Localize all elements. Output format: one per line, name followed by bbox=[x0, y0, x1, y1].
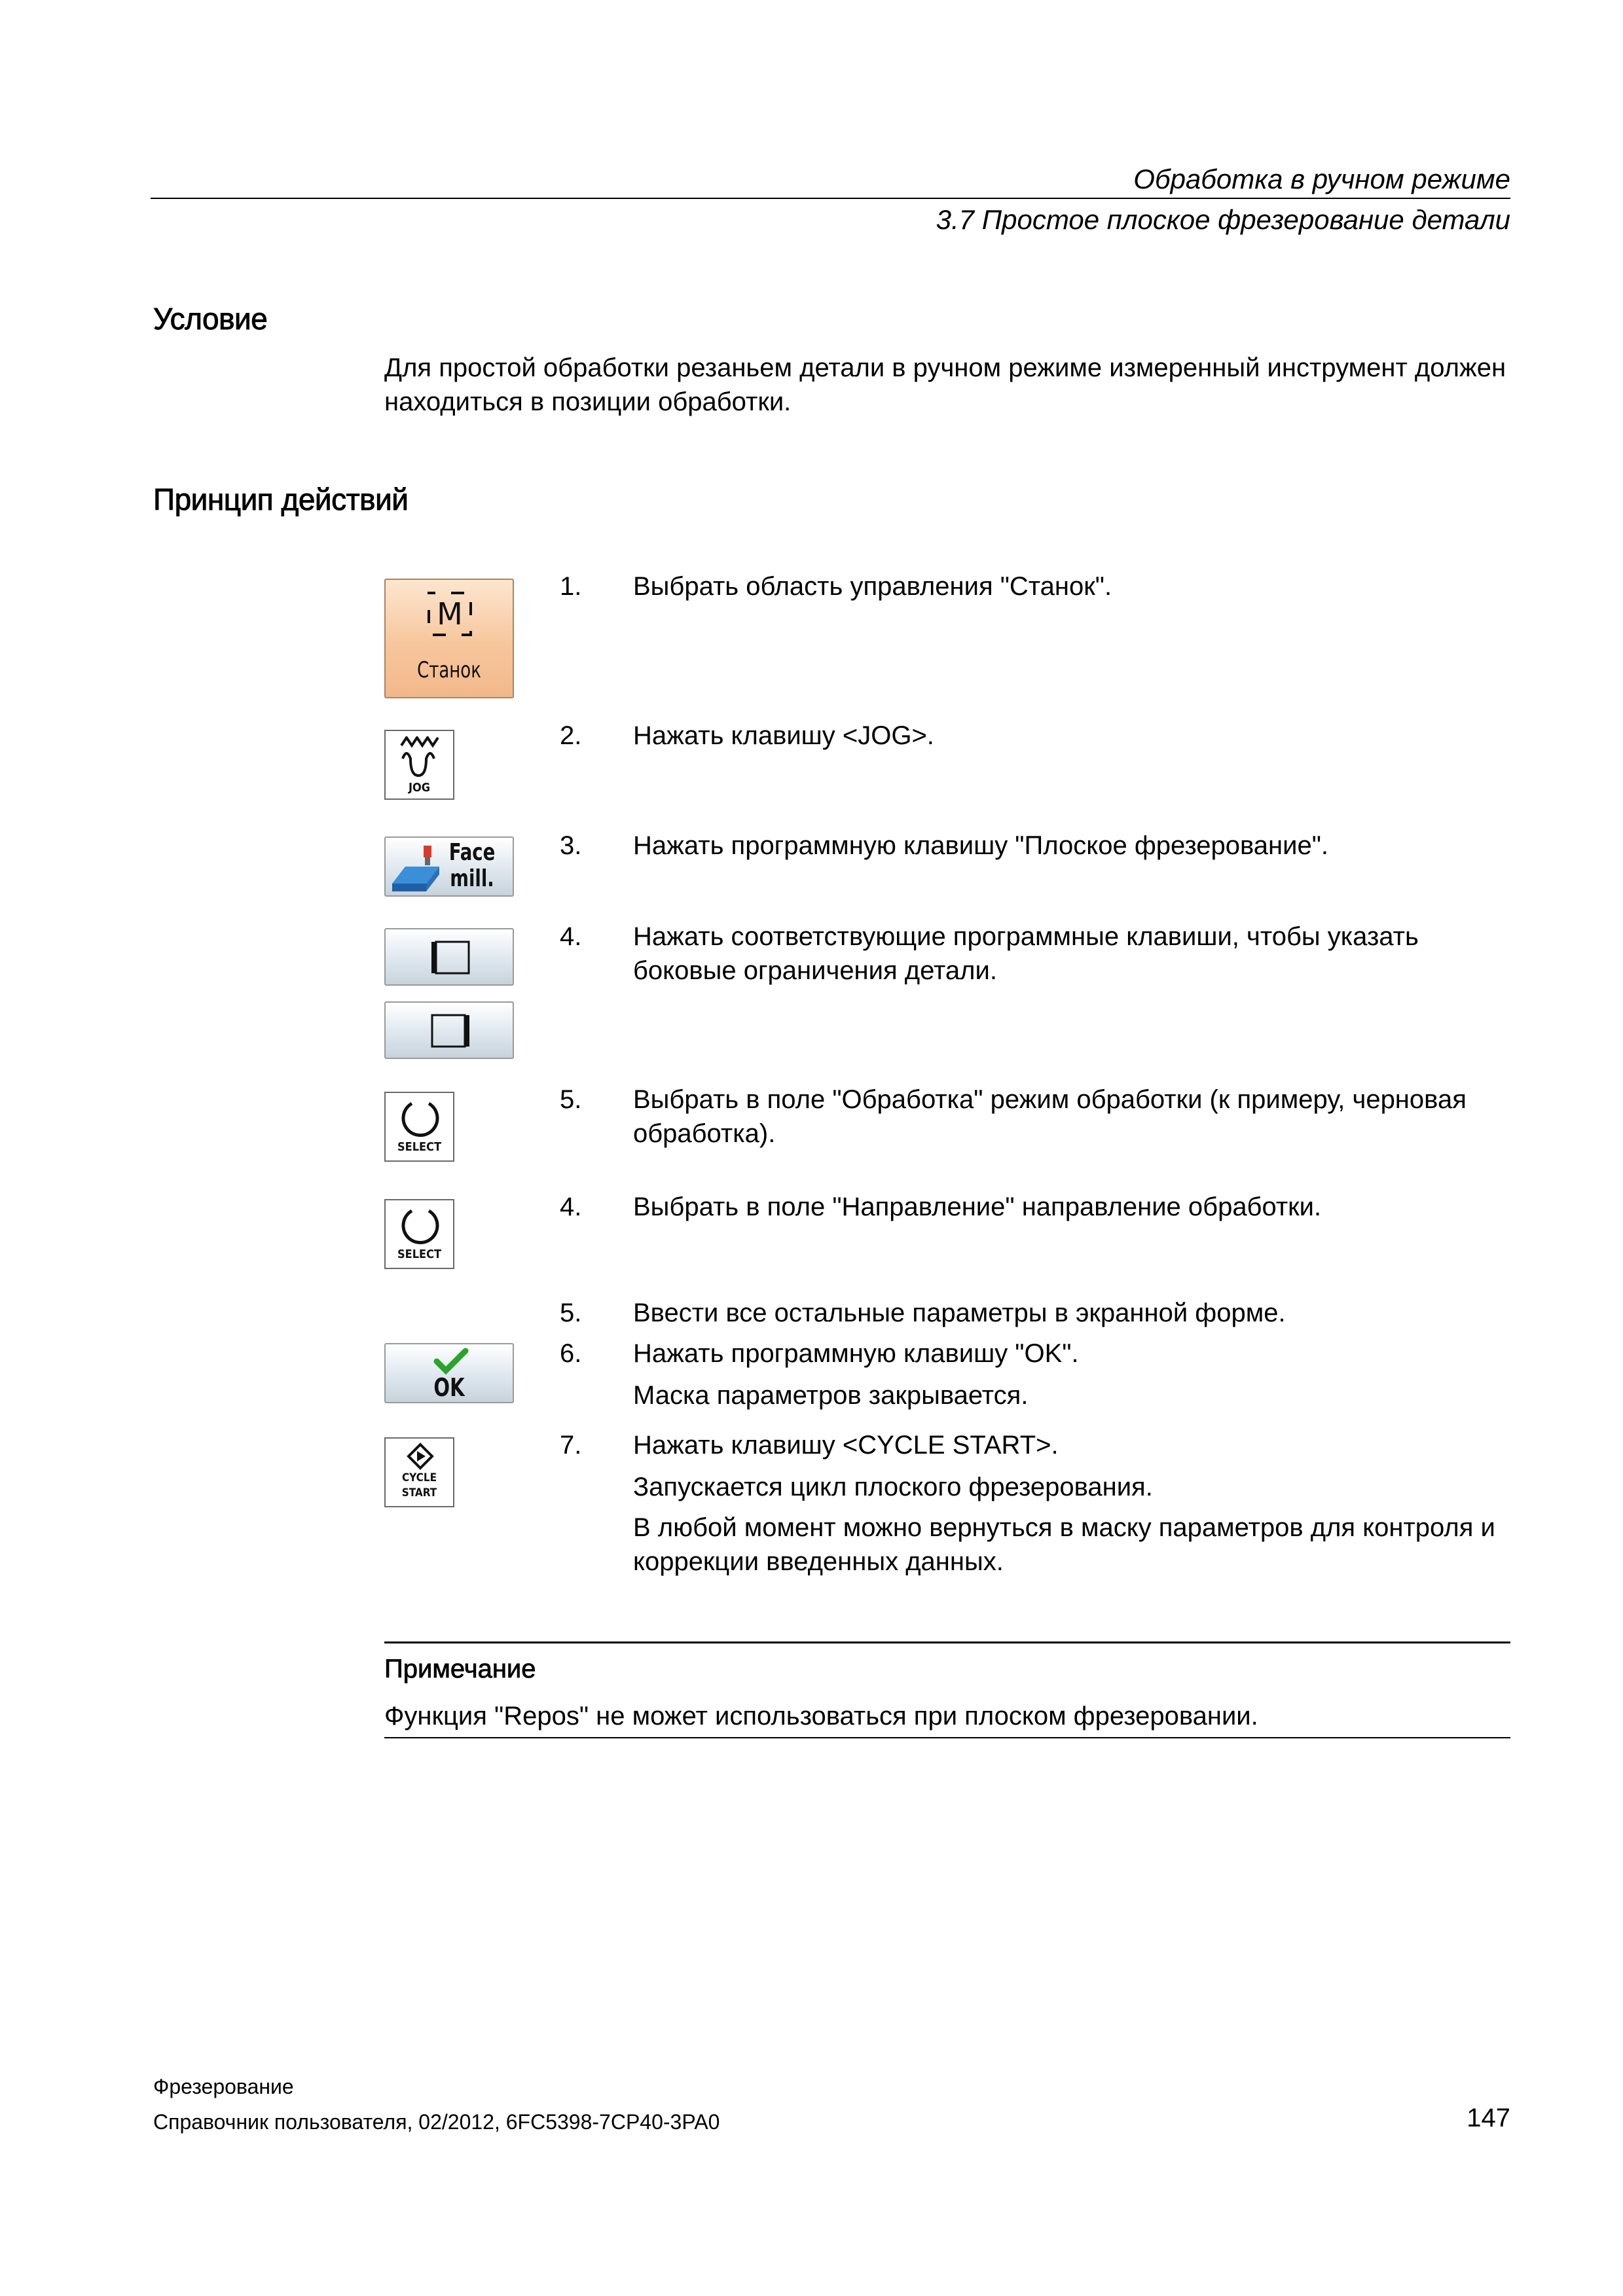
step-number: 6. bbox=[560, 1339, 582, 1368]
step-result: В любой момент можно вернуться в маску параметров для контроля и коррекции введенных данных. bbox=[633, 1513, 1495, 1576]
step-number: 5. bbox=[560, 1299, 582, 1327]
cycle-start-label-2: START bbox=[401, 1486, 437, 1499]
header-rule bbox=[151, 198, 1510, 199]
step-number: 5. bbox=[560, 1085, 582, 1114]
step-text: Нажать программную клавишу "OK". bbox=[633, 1339, 1079, 1368]
condition-text: Для простой обработки резаньем детали в ручном режиме измеренный инструмент должен находиться в позиции обработки. bbox=[384, 353, 1506, 416]
running-header-section: 3.7 Простое плоское фрезерование детали bbox=[936, 204, 1510, 235]
machine-area-icon bbox=[424, 588, 476, 640]
cycle-start-label-1: CYCLE bbox=[401, 1471, 437, 1484]
svg-text:M: M bbox=[437, 596, 463, 632]
step-number: 2. bbox=[560, 721, 582, 750]
left-limit-icon bbox=[430, 940, 471, 975]
step-text: Нажать клавишу <CYCLE START>. bbox=[633, 1431, 1059, 1460]
cycle-start-icon bbox=[407, 1443, 434, 1470]
face-mill-label-2: mill. bbox=[450, 865, 494, 892]
select-key[interactable] bbox=[384, 1092, 454, 1162]
note-top-rule bbox=[384, 1641, 1510, 1643]
check-icon bbox=[433, 1347, 469, 1374]
step-text: Выбрать в поле "Направление" направление обработки. bbox=[633, 1193, 1322, 1221]
step-result: Запускается цикл плоского фрезерования. bbox=[633, 1473, 1153, 1501]
step-result: Маска параметров закрывается. bbox=[633, 1381, 1029, 1410]
page-number: 147 bbox=[1467, 2104, 1510, 2132]
principle-heading: Принцип действий bbox=[153, 482, 409, 516]
condition-heading: Условие bbox=[153, 302, 268, 336]
face-mill-label-1: Face bbox=[448, 839, 496, 866]
select-key-label: SELECT bbox=[397, 1140, 442, 1154]
machine-softkey[interactable] bbox=[384, 579, 514, 698]
step-text: Нажать программную клавишу "Плоское фрезерование". bbox=[633, 831, 1329, 860]
ok-softkey-label: OK bbox=[433, 1373, 465, 1402]
step-text: Выбрать область управления "Станок". bbox=[633, 572, 1112, 601]
step-number: 7. bbox=[560, 1431, 582, 1460]
footer-manual-info: Справочник пользователя, 02/2012, 6FC5398-7CP40-3PA0 bbox=[153, 2110, 720, 2134]
step-number: 3. bbox=[560, 831, 582, 860]
select-icon bbox=[400, 1098, 441, 1139]
step-text: Нажать соответствующие программные клавиши, чтобы указать боковые ограничения детали. bbox=[633, 922, 1419, 985]
note-bottom-rule bbox=[384, 1737, 1510, 1738]
select-key[interactable] bbox=[384, 1199, 454, 1269]
jog-key-label: JOG bbox=[408, 781, 431, 795]
cycle-start-key[interactable] bbox=[384, 1437, 454, 1507]
step-number: 4. bbox=[560, 1193, 582, 1221]
face-mill-softkey[interactable] bbox=[384, 836, 514, 897]
note-text: Функция "Repos" не может использоваться при плоском фрезеровании. bbox=[384, 1702, 1258, 1731]
right-limit-softkey[interactable] bbox=[384, 1001, 514, 1059]
step-text: Выбрать в поле "Обработка" режим обработки (к примеру, черновая обработка). bbox=[633, 1085, 1467, 1148]
select-key-label: SELECT bbox=[397, 1247, 442, 1261]
step-text: Ввести все остальные параметры в экранной форме. bbox=[633, 1299, 1286, 1327]
note-title: Примечание bbox=[384, 1655, 536, 1683]
select-icon bbox=[400, 1206, 441, 1246]
jog-icon bbox=[399, 736, 441, 780]
jog-key[interactable] bbox=[384, 730, 454, 800]
face-mill-icon bbox=[388, 842, 441, 893]
step-number: 1. bbox=[560, 572, 582, 601]
step-number: 4. bbox=[560, 922, 582, 951]
ok-softkey[interactable] bbox=[384, 1343, 514, 1403]
left-limit-softkey[interactable] bbox=[384, 928, 514, 986]
right-limit-icon bbox=[430, 1013, 471, 1049]
step-text: Нажать клавишу <JOG>. bbox=[633, 721, 934, 750]
footer-title: Фрезерование bbox=[153, 2075, 294, 2098]
machine-softkey-label: Станок bbox=[417, 657, 481, 683]
running-header-chapter: Обработка в ручном режиме bbox=[1133, 164, 1510, 194]
